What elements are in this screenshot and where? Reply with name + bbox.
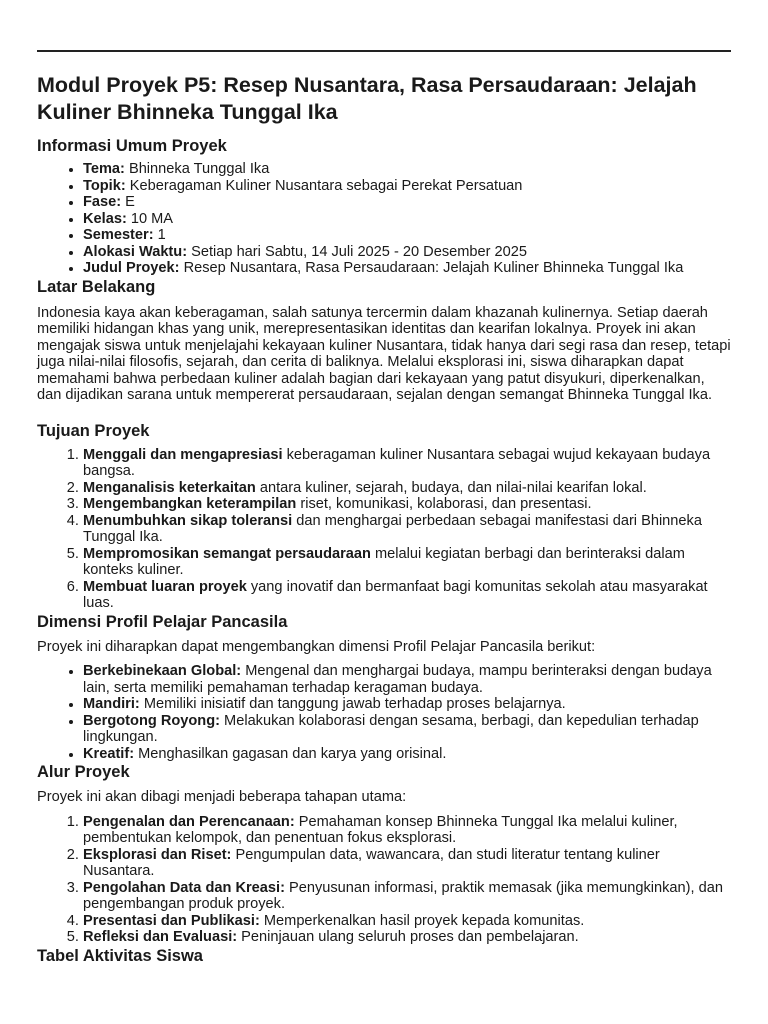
list-item: • Bergotong Royong: Melakukan kolaborasi dengan sesama, berbagi, dan kepedulian terhadap lingkungan. — [83, 713, 731, 746]
list-item: • Kreatif: Menghasilkan gagasan dan karya yang orisinal. — [83, 746, 731, 763]
dimensi-list — [37, 663, 731, 762]
section-heading-info: Informasi Umum Proyek — [37, 137, 227, 155]
list-item: • Berkebinekaan Global: Mengenal dan menghargai budaya, mampu berinteraksi dengan budaya lain, serta memiliki pemahaman terhadap keragaman budaya. — [83, 663, 731, 696]
top-divider — [37, 50, 731, 52]
list-item: 5. Refleksi dan Evaluasi: Peninjauan ulang seluruh proses dan pembelajaran. — [83, 929, 731, 946]
section-heading-latar: Latar Belakang — [37, 277, 156, 296]
section-heading-tujuan: Tujuan Proyek — [37, 421, 150, 440]
list-item: 6. Membuat luaran proyek yang inovatif dan bermanfaat bagi komunitas sekolah atau masyarakat luas. — [83, 579, 731, 612]
list-item: 2. Menganalisis keterkaitan antara kuliner, sejarah, budaya, dan nilai-nilai kearifan lokal. — [83, 480, 731, 497]
info-list — [37, 161, 731, 277]
list-item: 5. Mempromosikan semangat persaudaraan melalui kegiatan berbagi dan berinteraksi dalam konteks kuliner. — [83, 546, 731, 579]
list-item: 3. Mengembangkan keterampilan riset, komunikasi, kolaborasi, dan presentasi. — [83, 496, 731, 513]
section-heading-tabel: Tabel Aktivitas Siswa — [37, 946, 203, 965]
alur-intro: Proyek ini akan dibagi menjadi beberapa tahapan utama: — [37, 789, 407, 805]
list-item: 4. Presentasi dan Publikasi: Memperkenalkan hasil proyek kepada komunitas. — [83, 913, 731, 930]
dimensi-intro: Proyek ini diharapkan dapat mengembangkan dimensi Profil Pelajar Pancasila berikut: — [37, 638, 596, 655]
list-item: • Topik: Keberagaman Kuliner Nusantara sebagai Perekat Persatuan — [83, 178, 731, 195]
latar-paragraph: Indonesia kaya akan keberagaman, salah satunya tercermin dalam khazanah kulinernya. Setiap daerah memiliki hidangan khas yang unik, merepresentasikan identitas dan kearifan lokalnya. Proyek ini akan mengajak siswa untuk menjelajahi kekayaan kuliner Nusantara, tidak hanya dari segi rasa dan resep, tetapi juga nilai-nilai filosofis, sejarah, dan cerita di baliknya. Melalui eksplorasi ini, siswa diharapkan dapat memahami bahwa perbedaan kuliner adalah bagian dari kekayaan yang patut disyukuri, diperkenalkan, dan dijadikan sarana untuk mempererat persaudaraan, sejalan dengan semangat Bhinneka Tunggal Ika. — [37, 304, 731, 403]
list-item: • Alokasi Waktu: Setiap hari Sabtu, 14 Juli 2025 - 20 Desember 2025 — [83, 244, 731, 261]
list-item: 2. Eksplorasi dan Riset: Pengumpulan data, wawancara, dan studi literatur tentang kuliner Nusantara. — [83, 847, 731, 880]
list-item: • Mandiri: Memiliki inisiatif dan tanggung jawab terhadap proses belajarnya. — [83, 696, 731, 713]
document-content — [37, 72, 731, 966]
list-item: 3. Pengolahan Data dan Kreasi: Penyusunan informasi, praktik memasak (jika memungkinkan), dan pengembangan produk proyek. — [83, 880, 731, 913]
page-title: Modul Proyek P5: Resep Nusantara, Rasa Persaudaraan: Jelajah Kuliner Bhinneka Tunggal Ika — [37, 73, 697, 124]
list-item: • Tema: Bhinneka Tunggal Ika — [83, 161, 731, 178]
list-item: 1. Pengenalan dan Perencanaan: Pemahaman konsep Bhinneka Tunggal Ika melalui kuliner, pembentukan kelompok, dan penentuan fokus eksplorasi. — [83, 814, 731, 847]
section-heading-alur: Alur Proyek — [37, 763, 130, 781]
list-item: 4. Menumbuhkan sikap toleransi dan menghargai perbedaan sebagai manifestasi dari Bhinneka Tunggal Ika. — [83, 513, 731, 546]
list-item: • Judul Proyek: Resep Nusantara, Rasa Persaudaraan: Jelajah Kuliner Bhinneka Tunggal Ika — [83, 260, 731, 277]
alur-list — [37, 814, 731, 946]
list-item: • Semester: 1 — [83, 227, 731, 244]
list-item: • Fase: E — [83, 194, 731, 211]
section-heading-dimensi: Dimensi Profil Pelajar Pancasila — [37, 612, 288, 631]
list-item: 1. Menggali dan mengapresiasi keberagaman kuliner Nusantara sebagai wujud kekayaan budaya bangsa. — [83, 447, 731, 480]
list-item: • Kelas: 10 MA — [83, 211, 731, 228]
tujuan-list — [37, 447, 731, 612]
